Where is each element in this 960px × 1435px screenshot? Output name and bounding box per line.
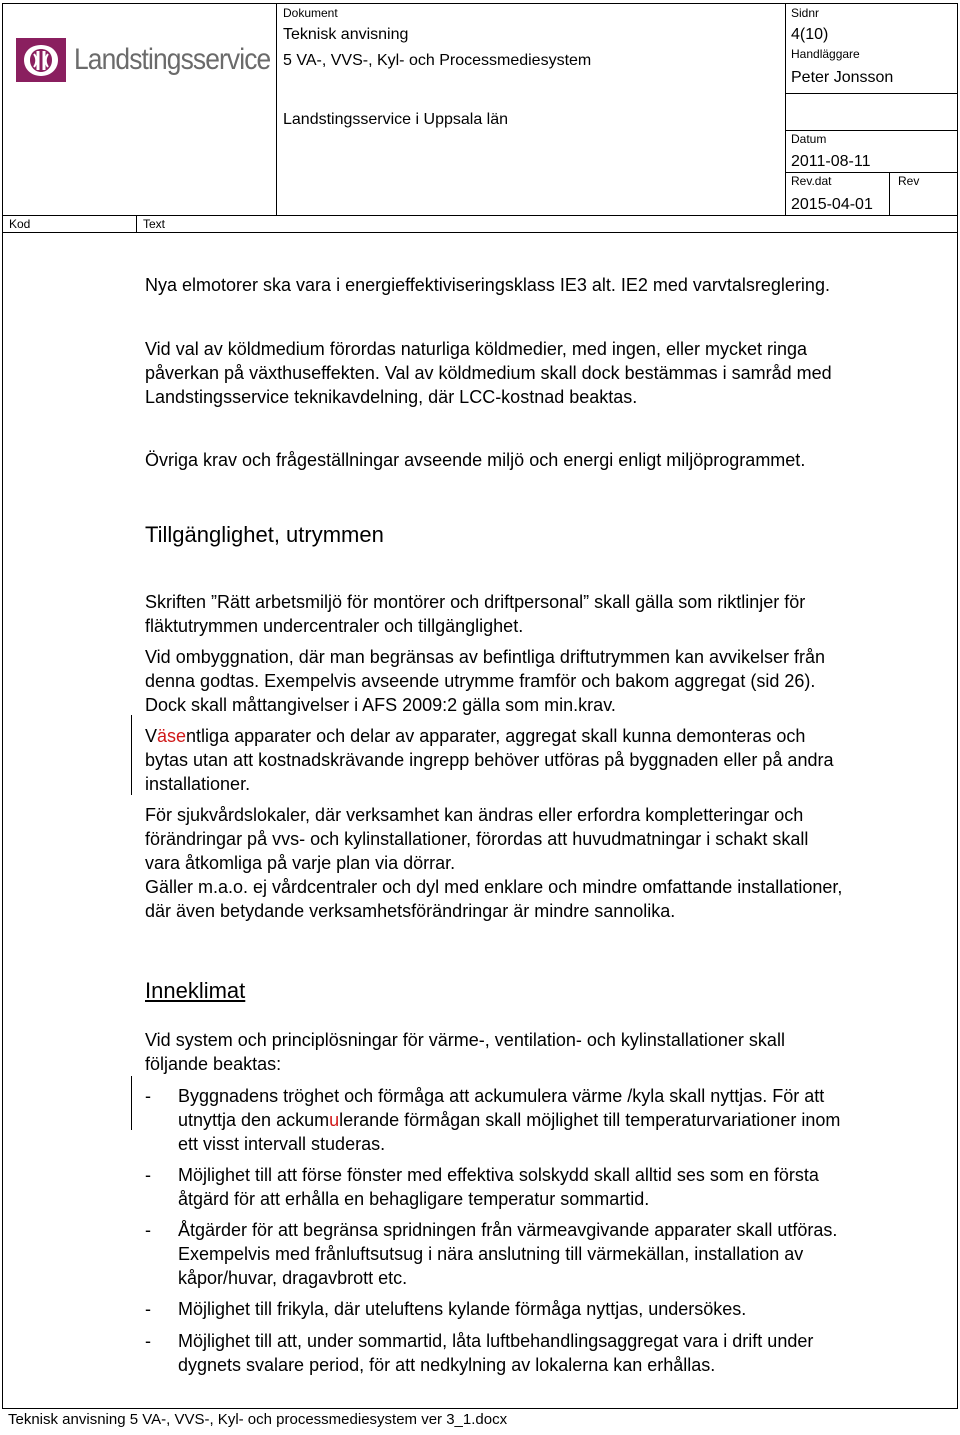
rev-divider — [889, 172, 890, 216]
revision-highlight: äse — [157, 726, 187, 746]
handlaggare-value: Peter Jonsson — [791, 69, 894, 86]
revision-bar — [131, 715, 132, 795]
paragraph-koldmedium: Vid val av köldmedium förordas naturliga köldmedier, med ingen, eller mycket ringa påverkan på växthuseffekten. Val av köldmedium skall dock bestämmas i samråd med Landstingsservice teknikavdelning, där LCC-kostnad beaktas. — [145, 339, 832, 407]
datum-value: 2011-08-11 — [791, 153, 871, 170]
handlaggare-bottom-line — [785, 93, 958, 94]
list-item: - Möjlighet till att förse fönster med effektiva solskydd skall alltid ses som en första åtgärd för att erhålla en behagligare temperatur sommartid. — [145, 1165, 819, 1209]
list-item: - Möjlighet till att, under sommartid, låta luftbehandlingsaggregat vara i drift under dygnets svalare period, för att nedkylning av lokalerna kan erhållas. — [145, 1331, 814, 1375]
list-item: - Byggnadens tröghet och förmåga att ackumulera värme /kyla skall nyttjas. För att utnyttja den ackumulerande förmågan skall möjlighet till temperaturvariationer inom ett visst intervall studeras. — [145, 1086, 841, 1154]
revdat-label: Rev.dat — [791, 174, 832, 188]
kod-row-bottom-line — [2, 232, 958, 233]
paragraph-skriften: Skriften ”Rätt arbetsmiljö för montörer och driftpersonal” skall gälla som riktlinjer för fläktutrymmen undercentraler och tillgänglighet. — [145, 592, 806, 636]
right-column-divider — [785, 3, 786, 216]
doc-title-line2: 5 VA-, VVS-, Kyl- och Processmediesystem — [283, 52, 592, 69]
kod-label: Kod — [9, 217, 31, 231]
paragraph-sjukvardslokaler: För sjukvårdslokaler, där verksamhet kan ändras eller erfordra kompletteringar och förändringar på vvs- och kylinstallationer, förordas att huvudmatningar i schakt skall vara åtkomliga på varje plan via dörrar. Gäller m.a.o. ej vårdcentraler och dyl med enklare och mindre omfattande installationer, där även betydande verksamhetsförändringar är mindre sannolika. — [145, 805, 843, 921]
logo-divider — [276, 3, 277, 216]
heading-inneklimat: Inneklimat — [145, 978, 246, 1003]
heading-tillganglighet: Tillgänglighet, utrymmen — [145, 522, 384, 547]
kod-text-divider — [136, 215, 137, 233]
header-top-border — [2, 3, 958, 4]
list-item: - Åtgärder för att begränsa spridningen från värmeavgivande apparater skall utföras. Exempelvis med frånluftsutsug i nära anslutning till värmekällan, installation av kåpor/huvar, dragavbrott etc. — [145, 1220, 838, 1288]
doc-title-line1: Teknisk anvisning — [283, 26, 409, 43]
paragraph-elmotorer: Nya elmotorer ska vara i energieffektiviseringsklass IE3 alt. IE2 med varvtalsreglering. — [145, 275, 830, 295]
datum-top-line — [785, 130, 958, 131]
paragraph-vasentliga-apparater: Väsentliga apparater och delar av apparater, aggregat skall kunna demonteras och bytas utan att kostnadskrävande ingrepp behöver utföras på byggnaden eller på andra installationer. — [145, 726, 834, 794]
paragraph-ovriga-krav: Övriga krav och frågeställningar avseende miljö och energi enligt miljöprogrammet. — [145, 450, 806, 470]
organization-name: Landstingsservice i Uppsala län — [283, 111, 509, 128]
dokument-label: Dokument — [283, 6, 338, 20]
sidnr-value: 4(10) — [791, 26, 829, 43]
text-label: Text — [143, 217, 166, 231]
page-bottom-border — [2, 1408, 958, 1409]
revdat-value: 2015-04-01 — [791, 196, 873, 213]
revdat-top-line — [785, 172, 958, 173]
page-footer: Teknisk anvisning 5 VA-, VVS-, Kyl- och processmediesystem ver 3_1.docx — [8, 1411, 508, 1428]
handlaggare-label: Handläggare — [791, 47, 860, 61]
logo-wordmark: Landstingsservice — [74, 43, 271, 76]
list-item: - Möjlighet till frikyla, där uteluftens kylande förmåga nyttjas, undersökes. — [145, 1299, 747, 1319]
paragraph-system-principlosningar: Vid system och principlösningar för värme-, ventilation- och kylinstallationer skall följande beaktas: — [145, 1030, 785, 1074]
sidnr-label: Sidnr — [791, 6, 820, 20]
rev-label: Rev — [898, 174, 920, 188]
paragraph-ombyggnation: Vid ombyggnation, där man begränsas av befintliga driftutrymmen kan avvikelser från denna godtas. Exempelvis avseende utrymme framför och bakom aggregat (sid 26). Dock skall måttangivelser i AFS 2009:2 gälla som min.krav. — [145, 647, 826, 715]
landstingsservice-logo — [16, 36, 271, 86]
page-left-border — [2, 3, 3, 1409]
revision-highlight: u — [329, 1110, 340, 1130]
datum-label: Datum — [791, 132, 827, 146]
page-right-border — [957, 3, 958, 1409]
revision-bar-list — [131, 1076, 132, 1130]
kod-row-top-line — [2, 215, 958, 216]
